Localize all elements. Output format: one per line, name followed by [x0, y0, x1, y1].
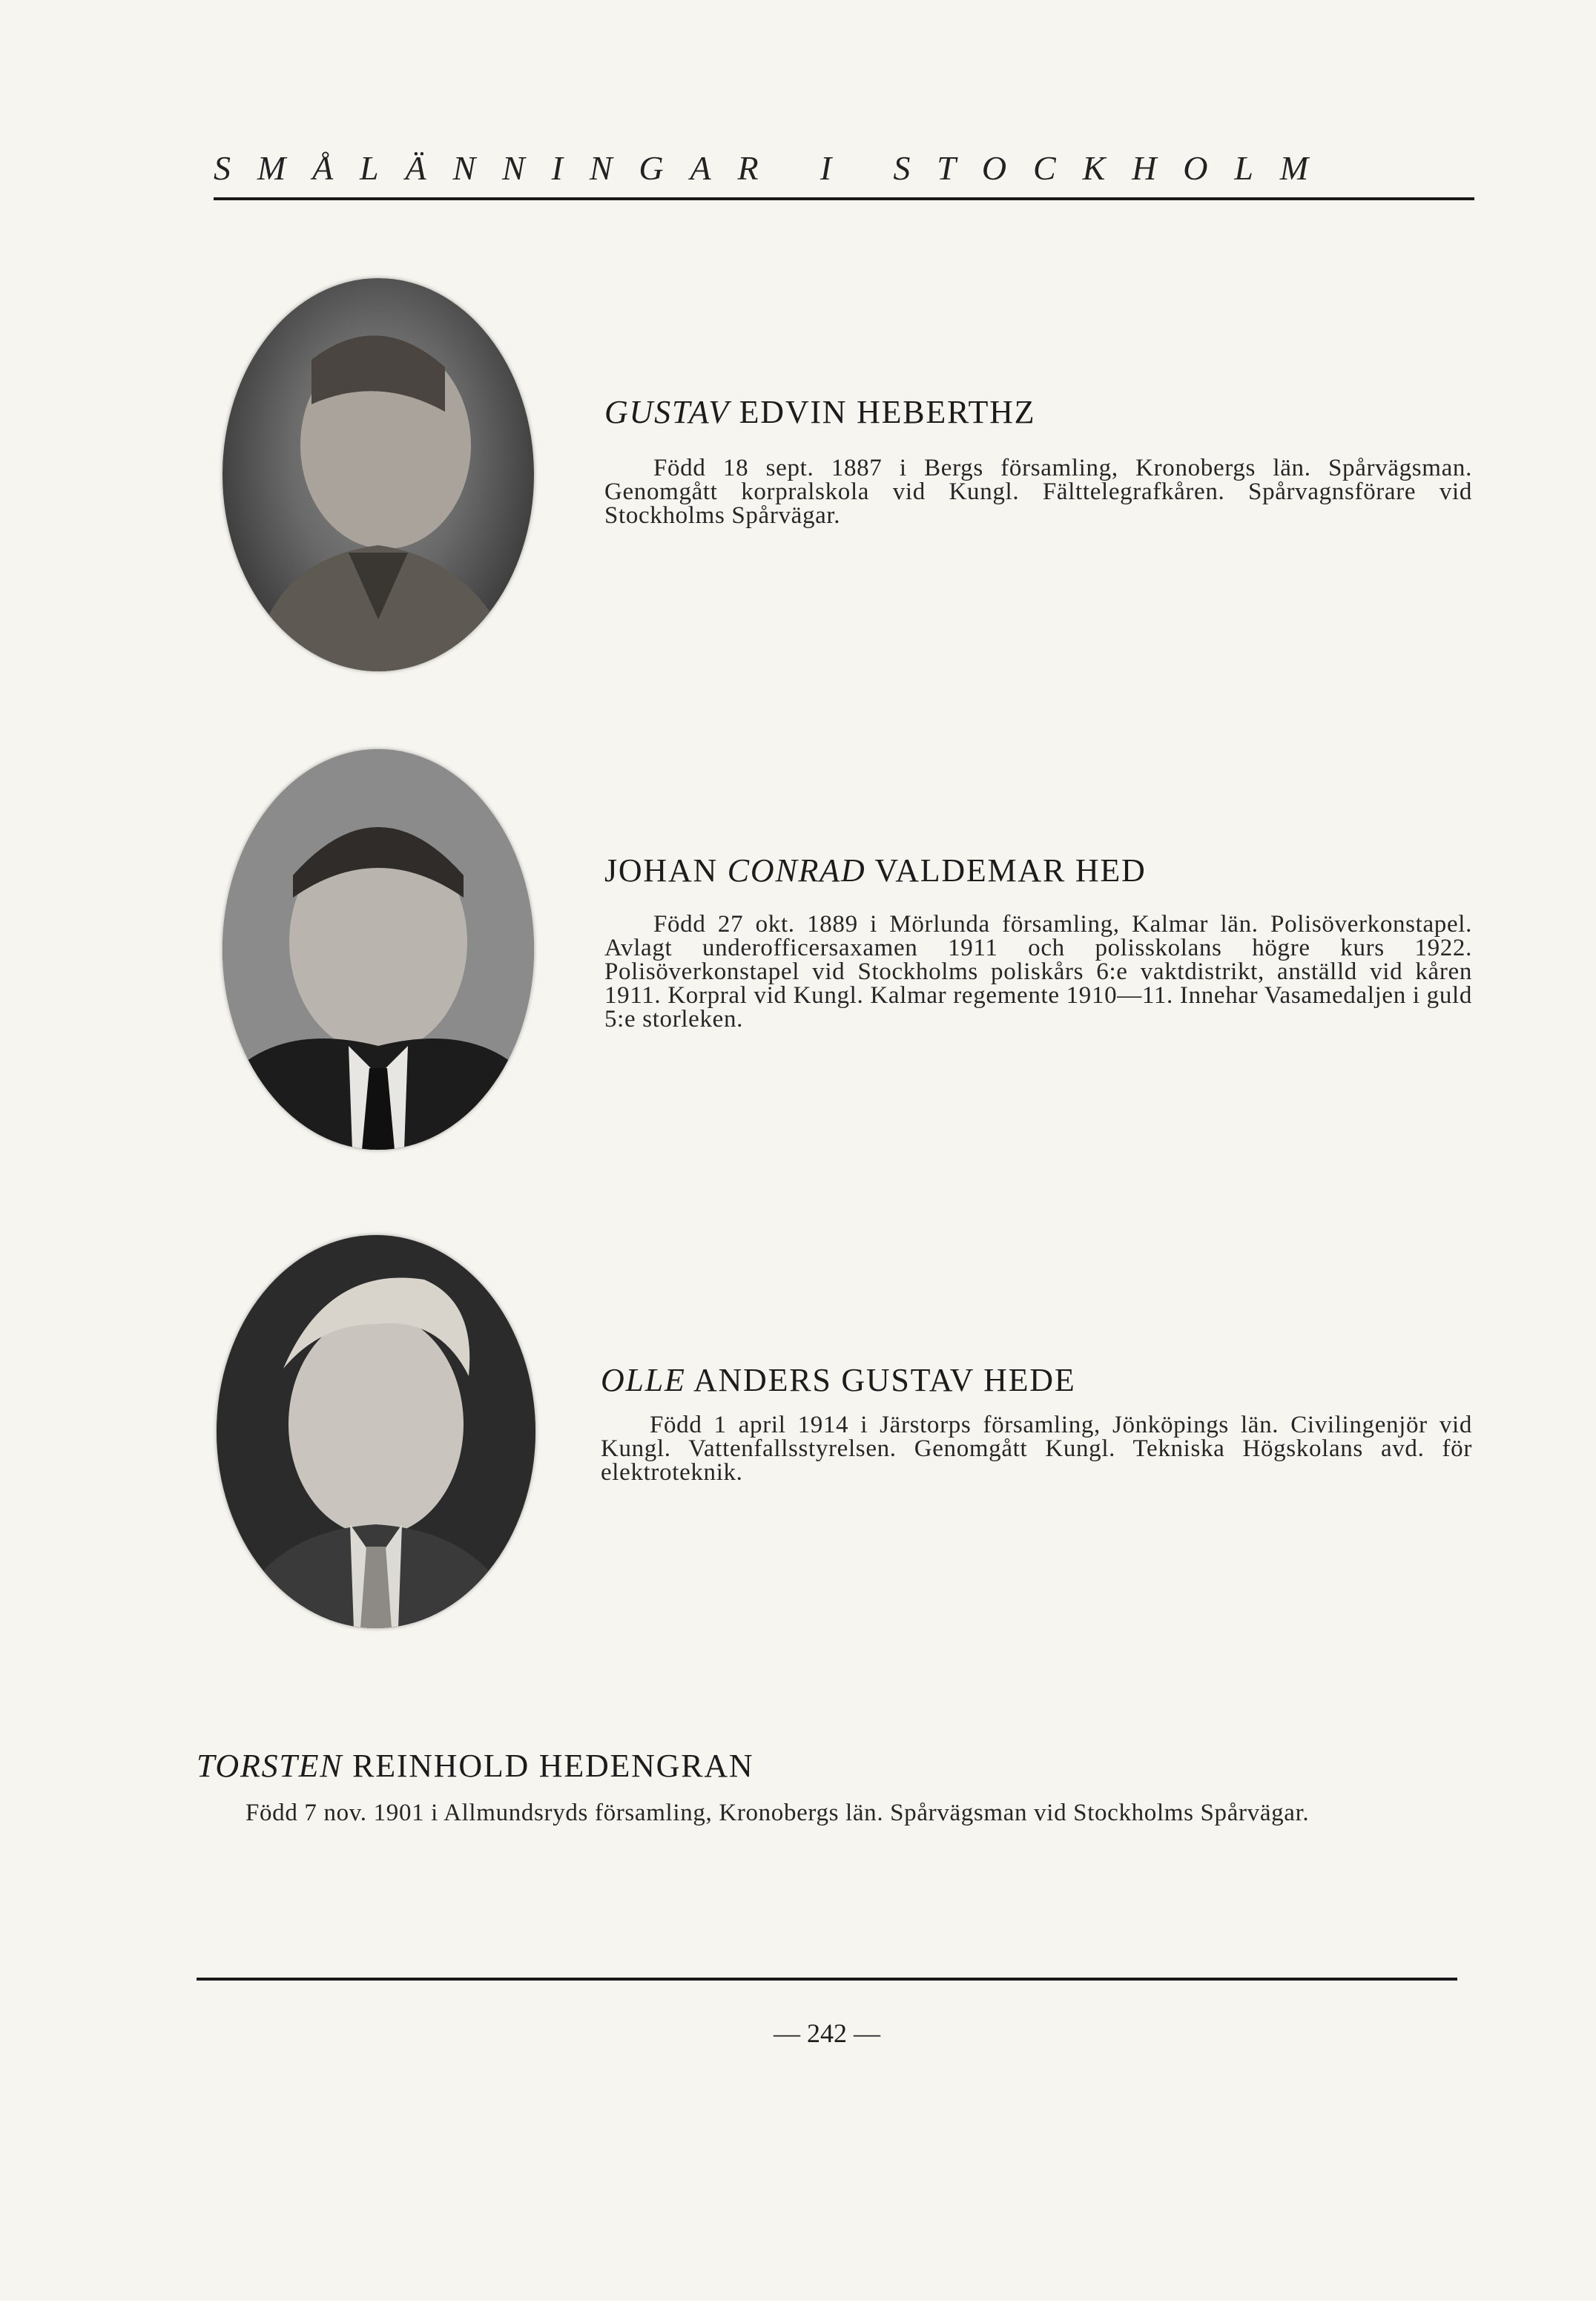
footer-rule [197, 1978, 1457, 1981]
entry-name-hede [601, 1361, 1075, 1399]
portrait-photo-heberthz [222, 278, 534, 671]
given-name: GUSTAV [604, 394, 730, 430]
biography-heberthz: Född 18 sept. 1887 i Bergs församling, Kronobergs län. Spårvägsman. Genomgått korpralskola vid Kungl. Fälttelegrafkåren. Spårvagnsförare vid Stockholms Spårvägar. [604, 455, 1472, 529]
entry-name-hedengran [197, 1747, 754, 1785]
given-name: CONRAD [727, 852, 866, 889]
running-header: SMÅLÄNNINGAR I STOCKHOLM [214, 149, 1335, 187]
portrait-photo-hed [222, 749, 534, 1150]
given-name: OLLE [601, 1362, 686, 1398]
page-number: — 242 — [774, 2018, 880, 2048]
entry-name-heberthz [604, 393, 1035, 431]
other-names: ANDERS GUSTAV HEDE [693, 1362, 1076, 1398]
entry-name-hed [604, 852, 1147, 889]
other-names: REINHOLD HEDENGRAN [352, 1748, 754, 1784]
other-names: VALDEMAR HED [874, 852, 1147, 889]
portrait-photo-hede [217, 1235, 535, 1628]
biography-hed: Född 27 okt. 1889 i Mörlunda församling, Kalmar län. Polisöverkonstapel. Avlagt underofficersaxamen 1911 och polisskolans högre kurs 1922. Polisöverkonstapel vid Stockholms poliskårs 6:e vaktdistrikt, anställd vid kåren 1911. Korpral vid Kungl. Kalmar regemente 1910—11. Innehar Vasamedaljen i guld 5:e storleken. [604, 911, 1472, 1033]
given-name: TORSTEN [197, 1748, 343, 1784]
biography-hede: Född 1 april 1914 i Järstorps församling, Jönköpings län. Civilingenjör vid Kungl. Vattenfallsstyrelsen. Genomgått Kungl. Tekniska Högskolans avd. för elektroteknik. [601, 1412, 1472, 1486]
other-names: EDVIN HEBERTHZ [739, 394, 1036, 430]
first-name: JOHAN [604, 852, 719, 889]
biography-hedengran: Född 7 nov. 1901 i Allmundsryds församling, Kronobergs län. Spårvägsman vid Stockholms Spårvägar. [245, 1800, 1310, 1826]
header-rule [214, 197, 1474, 200]
